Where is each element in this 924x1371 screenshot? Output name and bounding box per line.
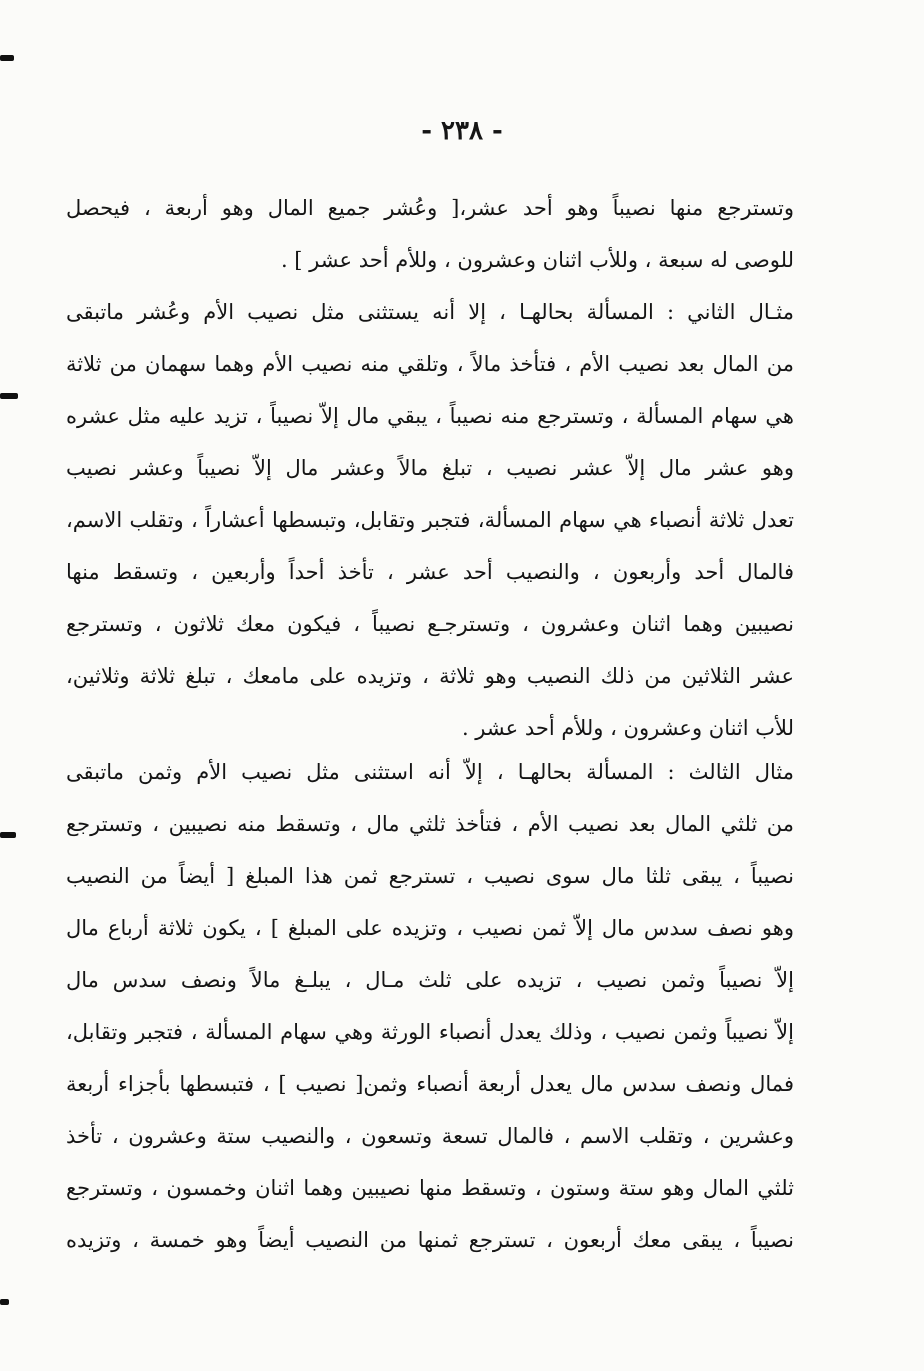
text-line: للوصى له سبعة ، وللأب اثنان وعشرون ، وللأم أحد عشر ] . — [280, 248, 794, 272]
text-line: تعدل ثلاثة أنصباء هي سهام المسألة، فتجبر وتقابل، وتبسطها أعشاراً ، وتقلب الاسم، — [66, 508, 794, 532]
text-line: مثال الثالث : المسألة بحالهـا ، إلاّ أنه استثنى مثل نصيب الأم وثمن ماتبقى — [66, 760, 794, 784]
page-number: - ٢٣٨ - — [421, 116, 503, 146]
text-line: وتسترجع منها نصيباً وهو أحد عشر،[ وعُشر جميع المال وهو أربعة ، فيحصل — [66, 196, 794, 220]
text-line: للأب اثنان وعشرون ، وللأم أحد عشر . — [461, 716, 794, 740]
margin-mark — [0, 832, 16, 838]
paragraph-first-example-end — [66, 182, 794, 286]
text-line: فالمال أحد وأربعون ، والنصيب أحد عشر ، تأخذ أحداً وأربعين ، وتسقط منها — [66, 560, 794, 584]
margin-mark — [0, 1299, 9, 1305]
text-line: هي سهام المسألة ، وتسترجع منه نصيباً ، يبقي مال إلاّ نصيباً ، تزيد عليه مثل عشره — [66, 404, 794, 428]
text-line: نصيبين وهما اثنان وعشرون ، وتسترجـع نصيباً ، فيكون معك ثلاثون ، وتسترجع — [66, 612, 794, 636]
paragraph-second-example — [66, 286, 794, 754]
margin-mark — [0, 55, 14, 61]
text-line: فمال ونصف سدس مال يعدل أربعة أنصباء وثمن[ نصيب ] ، فتبسطها بأجزاء أربعة — [66, 1072, 794, 1096]
text-line: إلاّ نصيباً وثمن نصيب ، تزيده على ثلث مـال ، يبلـغ مالاً ونصف سدس مال — [66, 968, 794, 992]
text-line: وهو عشر مال إلاّ عشر نصيب ، تبلغ مالاً وعشر مال إلاّ نصيباً وعشر نصيب — [66, 456, 794, 480]
text-line: وهو نصف سدس مال إلاّ ثمن نصيب ، وتزيده على المبلغ ] ، يكون ثلاثة أرباع مال — [66, 916, 794, 940]
text-line: من المال بعد نصيب الأم ، فتأخذ مالاً ، وتلقي منه نصيب الأم وهما سهمان من ثلاثة — [66, 352, 794, 376]
text-line: عشر الثلاثين من ذلك النصيب وهو ثلاثة ، وتزيده على مامعك ، تبلغ ثلاثة وثلاثين، — [66, 664, 794, 688]
text-line: مثـال الثاني : المسألة بحالهـا ، إلا أنه يستثنى مثل نصيب الأم وعُشر ماتبقى — [66, 300, 794, 324]
text-line: نصيباً ، يبقى ثلثا مال سوى نصيب ، تسترجع ثمن هذا المبلغ [ أيضاً من النصيب — [66, 864, 794, 888]
text-line: وعشرين ، وتقلب الاسم ، فالمال تسعة وتسعون ، والنصيب ستة وعشرون ، تأخذ — [66, 1124, 794, 1148]
text-line: نصيباً ، يبقى معك أربعون ، تسترجع ثمنها من النصيب أيضاً وهو خمسة ، وتزيده — [66, 1228, 794, 1252]
text-line: من ثلثي المال بعد نصيب الأم ، فتأخذ ثلثي مال ، وتسقط منه نصيبين ، وتسترجع — [66, 812, 794, 836]
text-line: ثلثي المال وهو ستة وستون ، وتسقط منها نصيبين وهما اثنان وخمسون ، وتسترجع — [66, 1176, 794, 1200]
paragraph-third-example — [66, 746, 794, 1266]
margin-mark — [0, 393, 18, 399]
text-line: إلاّ نصيباً وثمن نصيب ، وذلك يعدل أنصباء الورثة وهي سهام المسألة ، فتجبر وتقابل، — [66, 1020, 794, 1044]
